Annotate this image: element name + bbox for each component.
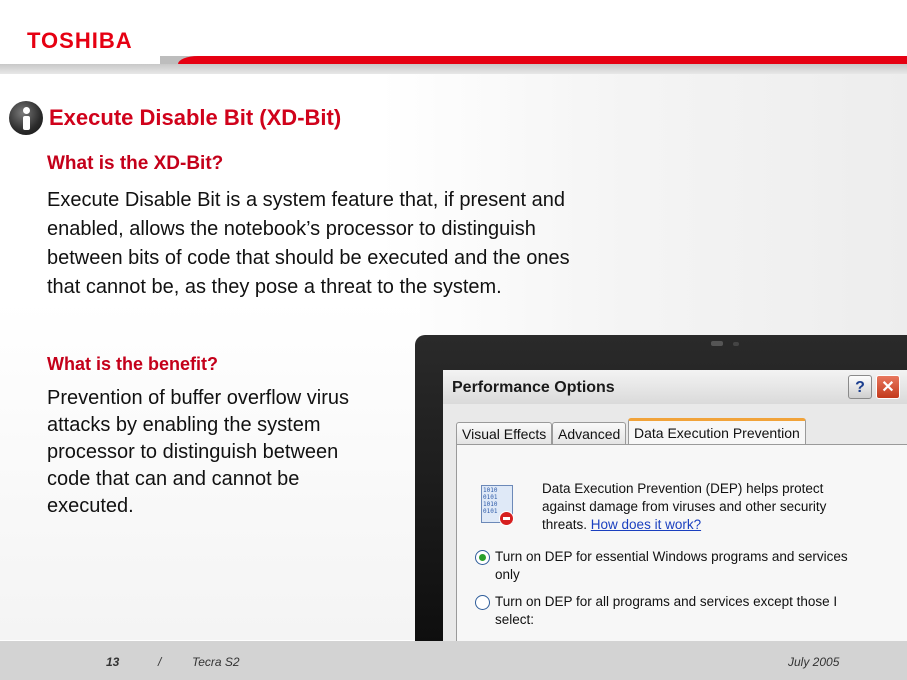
section1-line: Execute Disable Bit is a system feature that, if present and — [47, 189, 566, 211]
slide-footer — [0, 641, 907, 680]
section1-body — [47, 186, 570, 302]
header-red-bar — [222, 56, 907, 64]
section2-line: attacks by enabling the system — [47, 414, 321, 436]
dep-description-line: against damage from viruses and other security — [542, 499, 827, 514]
dialog-title: Performance Options — [452, 379, 615, 396]
section2-line: Prevention of buffer overflow virus — [47, 387, 350, 409]
footer-date: July 2005 — [788, 655, 840, 669]
how-does-it-work-link[interactable]: How does it work? — [590, 517, 702, 532]
laptop-screen — [443, 370, 907, 645]
section1-line: that cannot be, as they pose a threat to the system. — [47, 276, 502, 298]
dep-description-line: Data Execution Prevention (DEP) helps protect — [542, 481, 824, 496]
radio-essential[interactable] — [475, 550, 490, 565]
section2-body — [47, 385, 349, 520]
tab-data-execution-prevention[interactable]: Data Execution Prevention — [628, 418, 806, 448]
dep-tab-panel — [456, 444, 907, 645]
radio-all-label — [495, 593, 855, 629]
radio-label-line: Turn on DEP for essential Windows programs and services — [495, 549, 848, 564]
header-red-curve — [178, 56, 228, 64]
laptop-screenshot — [415, 335, 907, 645]
dep-description — [542, 480, 872, 534]
dialog-titlebar — [443, 370, 907, 404]
section2-line: code that can and cannot be — [47, 468, 300, 490]
section1-line: between bits of code that should be executed and the ones — [47, 247, 570, 269]
radio-label-line: Turn on DEP for all programs and services except those I — [495, 594, 838, 609]
slide-title: Execute Disable Bit (XD-Bit) — [49, 105, 342, 130]
help-button[interactable]: ? — [848, 375, 872, 399]
webcam — [711, 341, 723, 346]
dep-description-line — [542, 516, 872, 534]
info-icon — [9, 101, 43, 135]
dep-binary-icon: 1010 0101 1010 0101 — [481, 485, 513, 523]
section2-line: executed. — [47, 495, 134, 517]
toshiba-logo: TOSHIBA — [27, 28, 133, 53]
section1-line: enabled, allows the notebook’s processor to distinguish — [47, 218, 536, 240]
dep-stop-icon — [499, 511, 514, 526]
webcam-indicator — [733, 342, 739, 346]
tab-visual-effects[interactable]: Visual Effects — [456, 422, 552, 445]
close-button[interactable]: ✕ — [876, 375, 900, 399]
header-grey-bar — [0, 64, 907, 74]
page-number: 13 — [106, 655, 120, 669]
footer-separator: / — [158, 655, 162, 669]
section1-heading: What is the XD-Bit? — [47, 153, 224, 174]
radio-label-line: only — [495, 567, 520, 582]
radio-essential-label — [495, 548, 855, 584]
dep-description-lead: threats. — [542, 517, 591, 532]
footer-model: Tecra S2 — [192, 655, 240, 669]
tab-advanced[interactable]: Advanced — [552, 422, 626, 445]
radio-label-line: select: — [495, 612, 535, 627]
section2-heading: What is the benefit? — [47, 354, 218, 374]
section2-line: processor to distinguish between — [47, 441, 339, 463]
radio-all[interactable] — [475, 595, 490, 610]
